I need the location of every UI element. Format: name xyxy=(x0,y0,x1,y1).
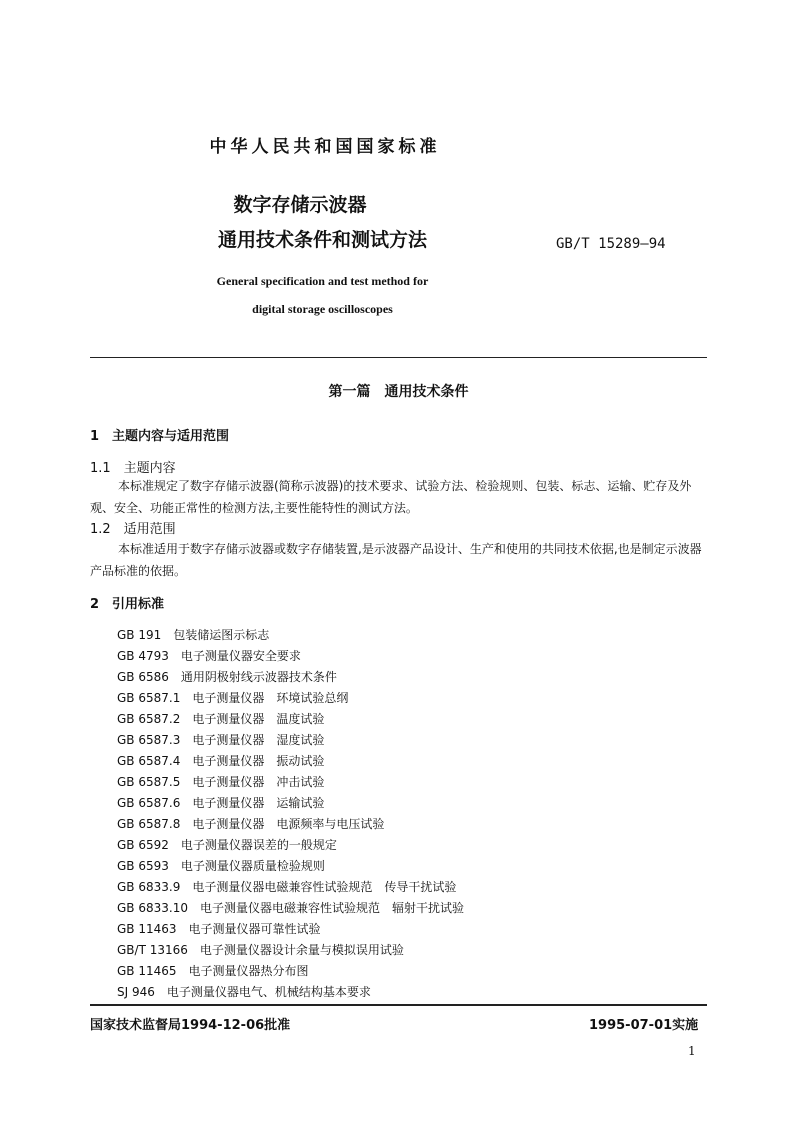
reference-item: GB 6586 通用阴极射线示波器技术条件 xyxy=(117,670,337,684)
english-title-line-1: General specification and test method for xyxy=(216,274,429,288)
reference-item: GB 4793 电子测量仪器安全要求 xyxy=(117,649,301,663)
reference-item: GB 6833.9 电子测量仪器电磁兼容性试验规范 传导干扰试验 xyxy=(117,880,457,894)
english-title-line-2: digital storage oscilloscopes xyxy=(252,302,393,316)
reference-item: GB 6593 电子测量仪器质量检验规则 xyxy=(117,859,325,873)
reference-item: GB/T 13166 电子测量仪器设计余量与模拟误用试验 xyxy=(117,943,404,957)
reference-item: GB 11463 电子测量仪器可靠性试验 xyxy=(117,922,321,936)
reference-item: GB 191 包装储运图示标志 xyxy=(117,628,270,642)
reference-item: GB 6587.6 电子测量仪器 运输试验 xyxy=(117,796,325,810)
reference-item: GB 6587.2 电子测量仪器 温度试验 xyxy=(117,712,325,726)
reference-item: GB 11465 电子测量仪器热分布图 xyxy=(117,964,309,978)
reference-item: GB 6592 电子测量仪器误差的一般规定 xyxy=(117,838,337,852)
standard-code: GB/T 15289—94 xyxy=(556,236,666,252)
reference-item: GB 6587.4 电子测量仪器 振动试验 xyxy=(117,754,325,768)
reference-item: GB 6587.1 电子测量仪器 环境试验总纲 xyxy=(117,691,349,705)
section-1-heading: 1 主题内容与适用范围 xyxy=(90,429,230,444)
page-number: 1 xyxy=(688,1044,696,1058)
section-1-1-text: 本标准规定了数字存储示波器(简称示波器)的技术要求、试验方法、检验规则、包装、标志、运输、贮存及外观、安全、功能正常性的检测方法,主要性能特性的测试方法。 xyxy=(90,479,692,515)
reference-item: SJ 946 电子测量仪器电气、机械结构基本要求 xyxy=(117,985,371,999)
title-line-2: 通用技术条件和测试方法 xyxy=(217,229,427,251)
reference-item: GB 6587.8 电子测量仪器 电源频率与电压试验 xyxy=(117,817,385,831)
footer-divider xyxy=(90,1004,707,1006)
title-line-1: 数字存储示波器 xyxy=(233,194,367,216)
section-1-2-heading: 1.2 适用范围 xyxy=(90,522,176,537)
reference-item: GB 6587.3 电子测量仪器 湿度试验 xyxy=(117,733,325,747)
header-divider xyxy=(90,357,707,358)
reference-item: GB 6587.5 电子测量仪器 冲击试验 xyxy=(117,775,325,789)
section-2-heading: 2 引用标准 xyxy=(90,597,165,612)
approval-note: 国家技术监督局1994-12-06批准 xyxy=(90,1018,291,1033)
part-title: 第一篇 通用技术条件 xyxy=(328,384,469,400)
implementation-date: 1995-07-01实施 xyxy=(589,1018,699,1033)
section-1-1-heading: 1.1 主题内容 xyxy=(90,461,176,476)
national-standard-heading: 中华人民共和国国家标准 xyxy=(209,137,441,157)
reference-item: GB 6833.10 电子测量仪器电磁兼容性试验规范 辐射干扰试验 xyxy=(117,901,464,915)
section-1-2-text: 本标准适用于数字存储示波器或数字存储装置,是示波器产品设计、生产和使用的共同技术依据,也是制定示波器产品标准的依据。 xyxy=(90,542,702,578)
